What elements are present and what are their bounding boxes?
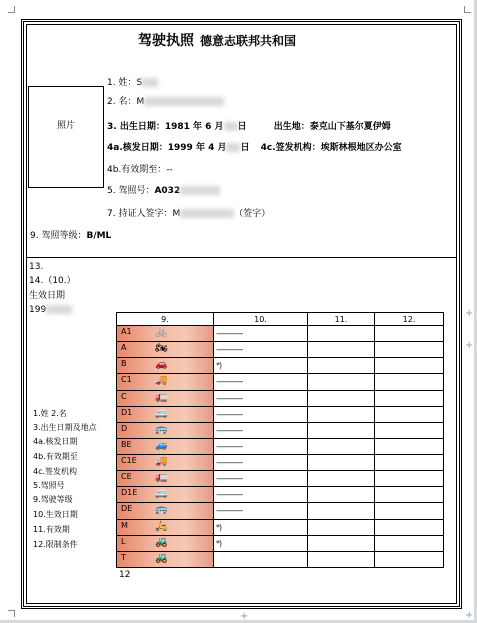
category-code: M — [121, 520, 128, 530]
cell-col-10: *) — [214, 535, 308, 551]
category-code: T — [121, 552, 126, 562]
vehicle-icon: 🚲 — [155, 327, 168, 338]
back-issue-label: 生效日期 — [29, 291, 66, 301]
cell-col-10: *) — [214, 519, 308, 535]
field-license-class — [30, 231, 111, 242]
photo-label: 照片 — [57, 121, 76, 131]
cell-col-11 — [308, 503, 375, 519]
category-code: C1 — [121, 375, 132, 385]
cell-col-12 — [375, 342, 444, 358]
category-code: D — [121, 423, 128, 433]
add-column-icon[interactable]: + — [240, 611, 249, 622]
table-row — [117, 471, 444, 487]
field-given-name-label: 2. 名： — [107, 97, 137, 107]
field-issue-value: 1999 年 4 月 — [167, 143, 227, 153]
cell-col-10: -------------- — [214, 455, 308, 471]
category-cell — [117, 342, 214, 358]
category-cell — [117, 406, 214, 422]
redaction — [180, 209, 234, 218]
add-row-icon[interactable]: + — [465, 610, 474, 621]
back-page-mark: 12 — [119, 570, 131, 580]
crop-mark-top-left — [8, 6, 15, 13]
cell-col-11 — [308, 471, 375, 487]
table-row — [117, 503, 444, 519]
add-row-icon[interactable]: + — [465, 308, 474, 319]
field-expiry-value: -- — [166, 165, 173, 175]
vehicle-icon: 🚛 — [155, 472, 168, 484]
col-header-9: 9. — [117, 313, 214, 326]
back-issue-value: 199 — [29, 305, 47, 315]
field-signature-label: 7. 持证人签字： — [107, 209, 173, 219]
table-row — [117, 374, 444, 390]
title-rest: 德意志联邦共和国 — [200, 34, 297, 48]
cell-col-10: -------------- — [214, 342, 308, 358]
cell-col-11 — [308, 519, 375, 535]
field-license-number — [107, 186, 220, 197]
field-license-class-value: B/ML — [86, 231, 112, 241]
field-license-class-label: 9. 驾照等级： — [30, 231, 87, 241]
field-license-number-label: 5. 驾照号： — [107, 186, 155, 196]
document-title — [138, 30, 296, 50]
cell-col-11 — [308, 487, 375, 503]
cell-col-10 — [214, 551, 308, 567]
redaction — [224, 122, 238, 131]
table-body — [117, 326, 444, 568]
cell-col-11 — [308, 342, 375, 358]
category-code: A1 — [121, 327, 132, 336]
vehicle-icon: 🚜 — [155, 536, 168, 548]
cell-col-10: -------------- — [214, 438, 308, 454]
vehicle-icon: 🛵 — [155, 520, 168, 532]
field-signature-note: （签字） — [234, 209, 271, 219]
cell-col-11 — [308, 358, 375, 374]
vehicle-icon: 🚌 — [155, 504, 168, 516]
vehicle-icon: 🚐 — [155, 488, 168, 500]
redaction — [226, 143, 240, 152]
field-given-name-value: M — [136, 97, 145, 107]
category-cell — [117, 471, 214, 487]
cell-col-11 — [308, 438, 375, 454]
cell-col-12 — [375, 455, 444, 471]
category-cell — [117, 455, 214, 471]
cell-col-11 — [308, 422, 375, 438]
field-expiry — [107, 165, 173, 176]
cell-col-10: -------------- — [214, 422, 308, 438]
table-row — [117, 455, 444, 471]
table-row — [117, 406, 444, 422]
category-cell — [117, 358, 214, 374]
back-line-14: 14.（10.） — [29, 276, 76, 286]
col-header-10: 10. — [214, 313, 308, 326]
category-cell — [117, 326, 214, 342]
cell-col-11 — [308, 535, 375, 551]
cell-col-11 — [308, 551, 375, 567]
category-code: C1E — [121, 456, 137, 465]
redaction — [142, 78, 158, 87]
field-birth-label: 3. 出生日期： — [107, 122, 165, 132]
cell-col-12 — [375, 358, 444, 374]
cell-col-12 — [375, 326, 444, 342]
category-cell — [117, 519, 214, 535]
cell-col-12 — [375, 422, 444, 438]
field-birthplace-value: 泰克山下基尔夏伊姆 — [309, 122, 391, 132]
table-row — [117, 535, 444, 551]
cell-col-12 — [375, 535, 444, 551]
crop-mark-top-right — [464, 6, 471, 13]
table-row — [117, 326, 444, 342]
cell-col-10: *) — [214, 358, 308, 374]
category-code: C — [121, 391, 127, 401]
cell-col-10: -------------- — [214, 374, 308, 390]
vehicle-icon: 🚗 — [155, 359, 168, 371]
add-row-icon[interactable]: + — [465, 340, 474, 351]
category-code: CE — [121, 472, 132, 482]
cell-col-12 — [375, 406, 444, 422]
table-row — [117, 487, 444, 503]
vehicle-icon: 🚌 — [155, 423, 168, 435]
cell-col-11 — [308, 390, 375, 406]
crop-mark-bottom-left — [8, 610, 15, 617]
legend-item: 4a.核发日期 — [33, 437, 78, 446]
cell-col-12 — [375, 551, 444, 567]
vehicle-icon: 🚚 — [155, 456, 168, 467]
field-birth-day: 日 — [237, 122, 247, 132]
cell-col-10: -------------- — [214, 487, 308, 503]
table-row — [117, 358, 444, 374]
redaction — [180, 186, 220, 195]
table-header-row — [117, 313, 444, 326]
field-birth-value: 1981 年 6 月 — [164, 122, 224, 132]
cell-col-12 — [375, 438, 444, 454]
back-line-13: 13. — [29, 262, 44, 272]
field-expiry-label: 4b.有效期至： — [107, 165, 167, 175]
cell-col-12 — [375, 374, 444, 390]
field-given-name — [107, 97, 224, 108]
cell-col-10: -------------- — [214, 406, 308, 422]
category-code: A — [121, 343, 127, 353]
table-row — [117, 551, 444, 567]
col-header-12: 12. — [375, 313, 444, 326]
field-surname-value: S — [136, 78, 143, 88]
legend-item: 3.出生日期及地点 — [33, 423, 97, 432]
cell-col-11 — [308, 326, 375, 342]
license-category-table — [116, 312, 444, 568]
vehicle-icon: 🚛 — [155, 391, 168, 403]
legend-item: 10.生效日期 — [33, 510, 78, 519]
table-row — [117, 438, 444, 454]
field-authority-value: 埃斯林根地区办公室 — [320, 143, 402, 153]
category-cell — [117, 422, 214, 438]
section-divider — [26, 257, 457, 258]
field-birthplace-label: 出生地： — [273, 122, 310, 132]
photo-box — [28, 86, 104, 188]
legend-item: 11.有效期 — [33, 525, 70, 534]
category-code: L — [121, 536, 126, 546]
field-birth — [107, 122, 391, 133]
field-issue — [107, 143, 402, 154]
field-issue-day: 日 — [240, 143, 250, 153]
cell-col-11 — [308, 455, 375, 471]
field-license-number-value: A032 — [154, 186, 181, 196]
cell-col-10: -------------- — [214, 326, 308, 342]
cell-col-12 — [375, 487, 444, 503]
table-row — [117, 390, 444, 406]
back-issue-date — [29, 305, 72, 316]
category-cell — [117, 374, 214, 390]
vehicle-icon: 🚜 — [155, 552, 168, 564]
cell-col-12 — [375, 503, 444, 519]
field-signature — [107, 209, 270, 220]
category-cell — [117, 503, 214, 519]
category-code: D1E — [121, 488, 138, 498]
category-code: BE — [121, 439, 132, 449]
vehicle-icon: 🚐 — [155, 407, 168, 419]
vehicle-icon: 🚚 — [155, 375, 168, 387]
cell-col-10: -------------- — [214, 471, 308, 487]
category-code: B — [121, 359, 127, 369]
cell-col-11 — [308, 406, 375, 422]
field-authority-label: 4c.签发机构： — [260, 143, 321, 153]
redaction — [46, 305, 72, 314]
cell-col-11 — [308, 374, 375, 390]
category-cell — [117, 535, 214, 551]
title-main: 驾驶执照 — [138, 33, 194, 49]
legend-item: 4b.有效期至 — [33, 452, 78, 461]
vehicle-icon: 🚙 — [155, 439, 168, 451]
category-code: DE — [121, 504, 133, 514]
cell-col-10: -------------- — [214, 503, 308, 519]
category-cell — [117, 487, 214, 503]
legend-item: 12.限制条件 — [33, 540, 78, 549]
legend-item: 4c.签发机构 — [33, 467, 78, 476]
col-header-11: 11. — [308, 313, 375, 326]
field-surname — [107, 78, 158, 89]
legend-item: 9.驾驶等级 — [33, 495, 73, 504]
table-row — [117, 342, 444, 358]
cell-col-12 — [375, 471, 444, 487]
field-surname-label: 1. 姓： — [107, 78, 137, 88]
legend-item: 5.驾照号 — [33, 481, 65, 490]
field-signature-value: M — [172, 209, 181, 219]
category-cell — [117, 390, 214, 406]
legend-item: 1.姓 2.名 — [33, 409, 67, 418]
vehicle-icon: 🏍 — [155, 343, 168, 355]
table-row — [117, 422, 444, 438]
category-cell — [117, 438, 214, 454]
cell-col-12 — [375, 390, 444, 406]
cell-col-12 — [375, 519, 444, 535]
category-cell — [117, 551, 214, 567]
table-row — [117, 519, 444, 535]
field-issue-label: 4a.核发日期： — [107, 143, 168, 153]
category-code: D1 — [121, 407, 133, 417]
cell-col-10: -------------- — [214, 390, 308, 406]
redaction — [144, 97, 224, 106]
